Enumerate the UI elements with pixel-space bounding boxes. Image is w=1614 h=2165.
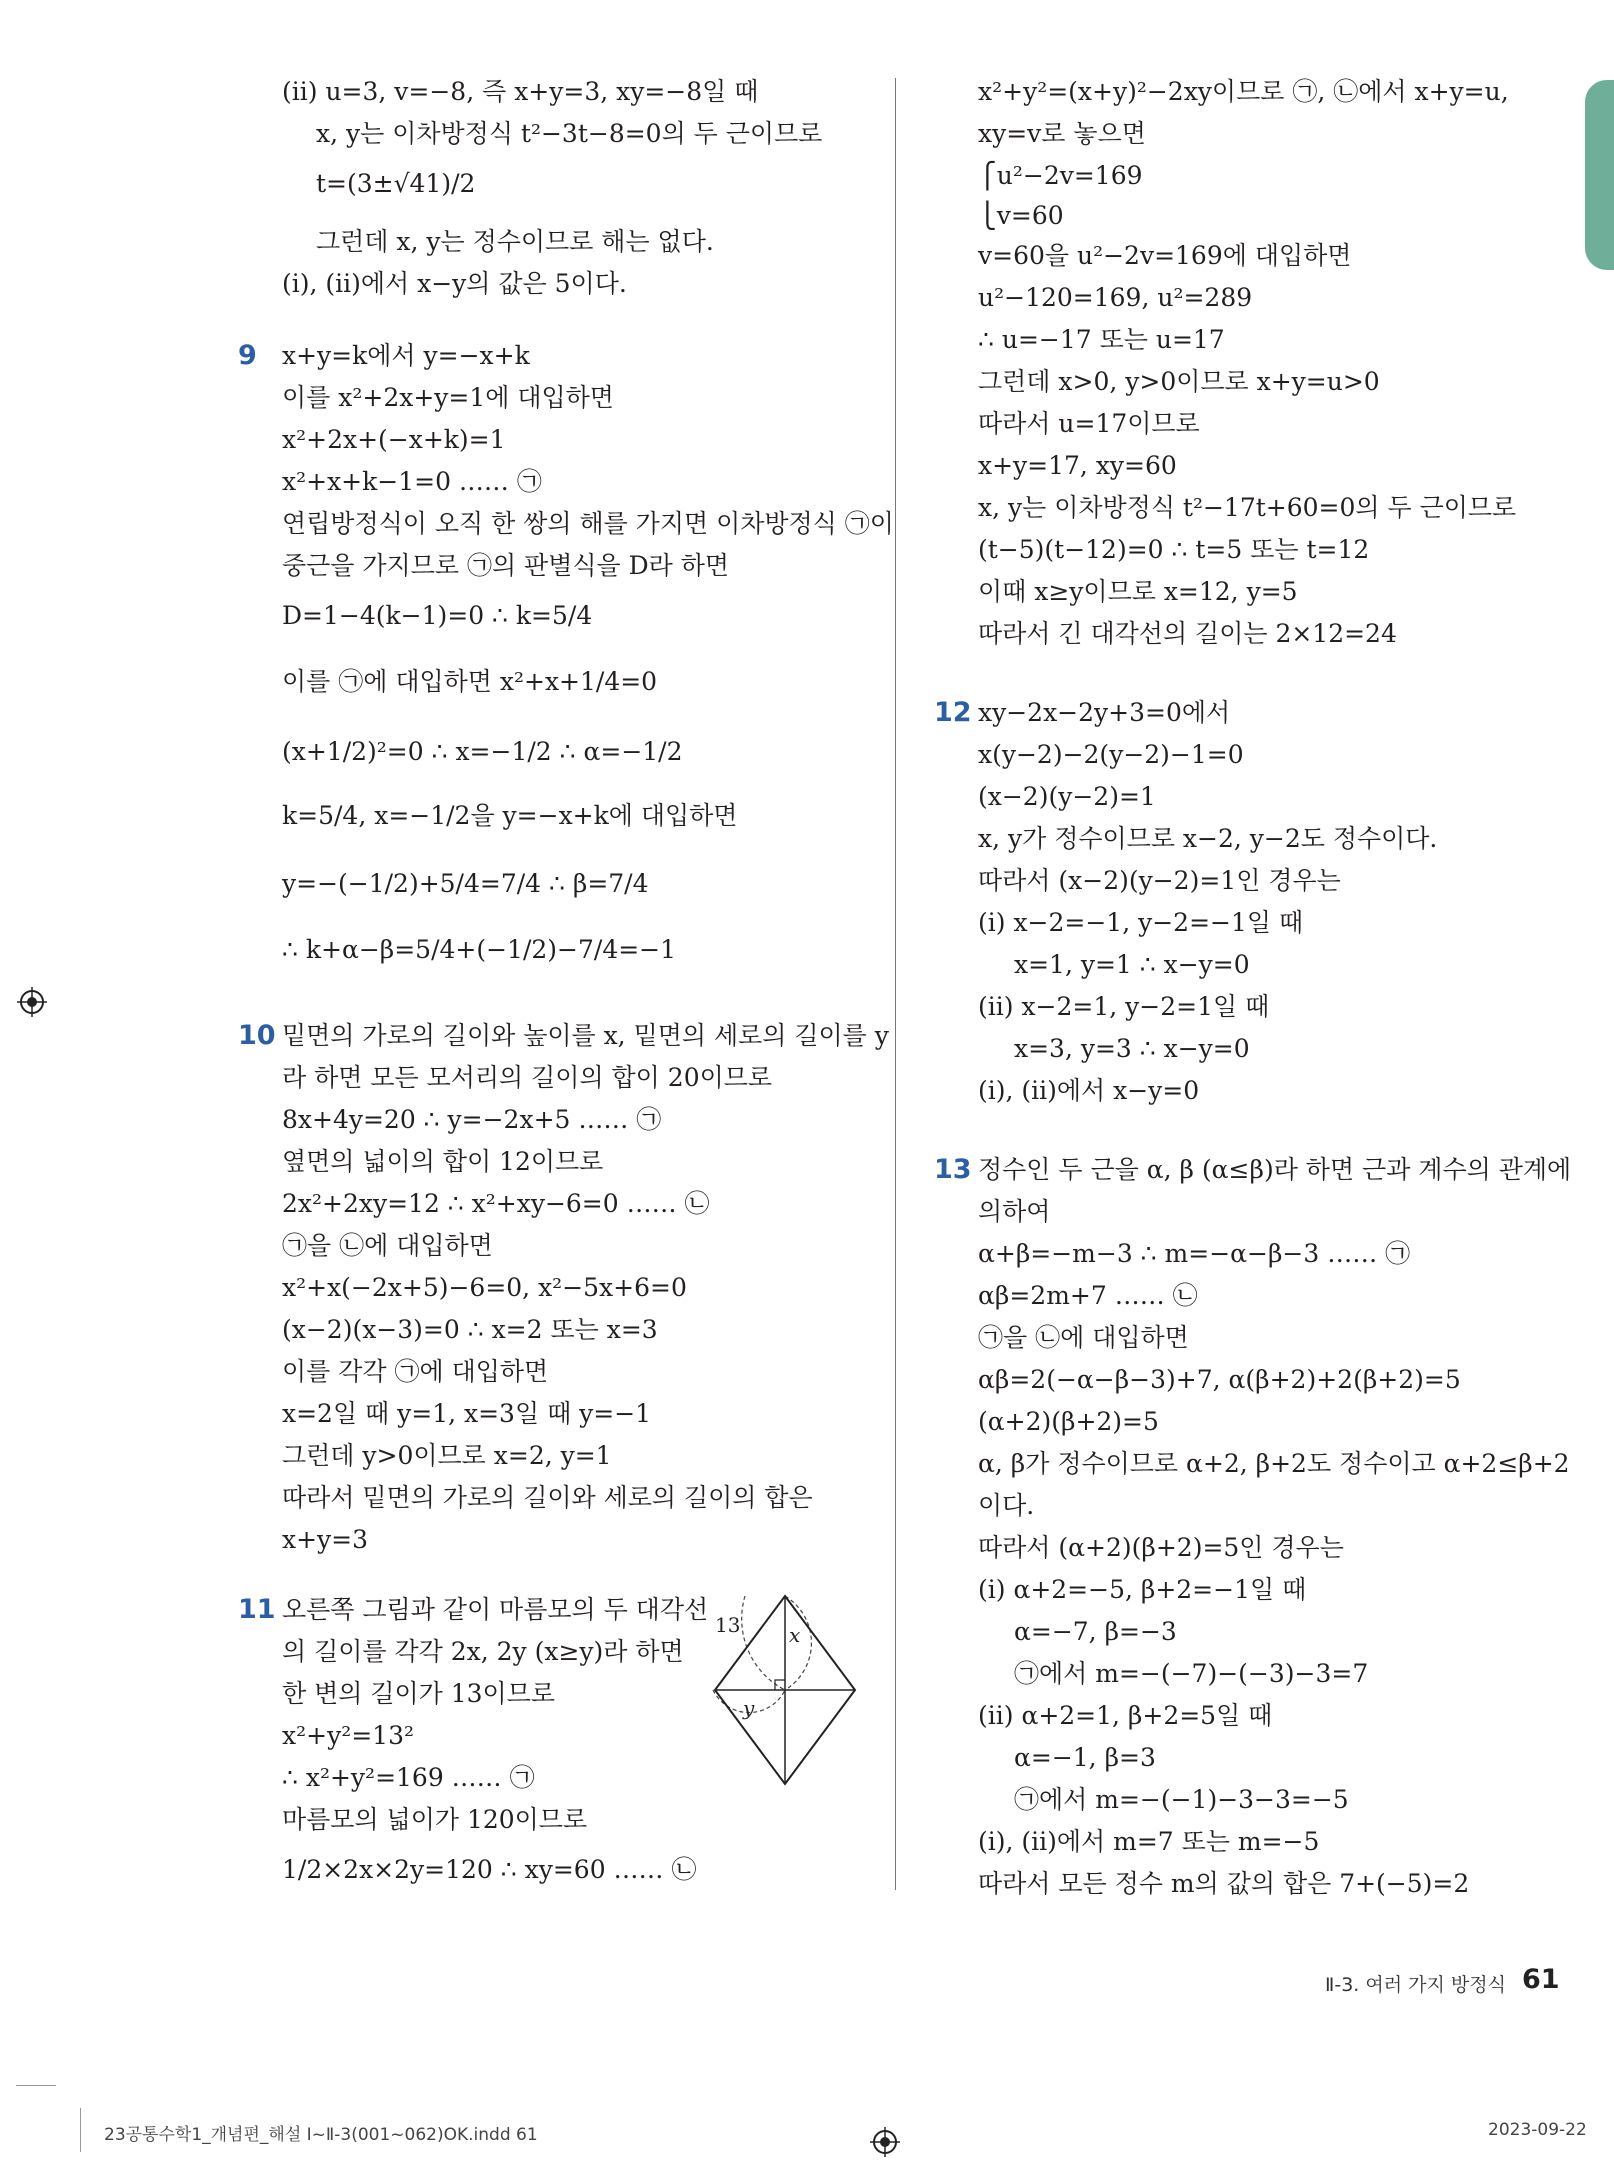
solution-line: 그런데 x, y는 정수이므로 해는 없다.	[316, 227, 714, 256]
solution-line: 따라서 밑면의 가로의 길이와 세로의 길이의 합은	[282, 1483, 813, 1512]
solution-line: 따라서 u=17이므로	[978, 409, 1200, 438]
solution-line: ㉠을 ㉡에 대입하면	[978, 1323, 1189, 1352]
solution-line: (x−2)(x−3)=0 ∴ x=2 또는 x=3	[282, 1315, 658, 1344]
solution-line: 2x²+2xy=12 ∴ x²+xy−6=0 …… ㉡	[282, 1189, 710, 1218]
solution-line: 의하여	[978, 1197, 1051, 1226]
solution-line: 따라서 긴 대각선의 길이는 2×12=24	[978, 619, 1397, 648]
solution-line: x²+y²=13²	[282, 1721, 414, 1750]
solution-line: D=1−4(k−1)=0 ∴ k=5/4	[282, 601, 593, 630]
half-diagonal-x-label: x	[789, 1623, 801, 1647]
solution-line: 연립방정식이 오직 한 쌍의 해를 가지면 이차방정식 ㉠이	[282, 509, 894, 538]
arc-side-indicator	[742, 1596, 785, 1690]
solution-line: x, y는 이차방정식 t²−3t−8=0의 두 근이므로	[316, 119, 823, 148]
print-date: 2023-09-22	[1488, 2120, 1587, 2140]
solution-line: (x+1/2)²=0 ∴ x=−1/2 ∴ α=−1/2	[282, 737, 683, 766]
solution-line: u²−120=169, u²=289	[978, 283, 1253, 312]
solution-line: 옆면의 넓이의 합이 12이므로	[282, 1147, 604, 1176]
solution-line: 1/2×2x×2y=120 ∴ xy=60 …… ㉡	[282, 1855, 697, 1884]
registration-mark-icon	[17, 987, 47, 1017]
solution-line: xy−2x−2y+3=0에서	[978, 698, 1231, 727]
solution-line: (ⅱ) α+2=1, β+2=5일 때	[978, 1701, 1273, 1730]
running-footer-section: Ⅱ-3. 여러 가지 방정식	[1325, 1974, 1506, 1996]
solution-line: x²+2x+(−x+k)=1	[282, 425, 506, 454]
solution-line: x=1, y=1 ∴ x−y=0	[1014, 950, 1250, 979]
solution-line: x²+x+k−1=0 …… ㉠	[282, 467, 542, 496]
solution-line: (ⅰ), (ⅱ)에서 m=7 또는 m=−5	[978, 1827, 1320, 1856]
crop-mark-line	[16, 2085, 56, 2086]
solution-line: (ⅰ), (ⅱ)에서 x−y=0	[978, 1076, 1200, 1105]
solution-line: ㉠에서 m=−(−1)−3−3=−5	[1014, 1785, 1349, 1814]
solution-line: x+y=k에서 y=−x+k	[282, 341, 530, 370]
problem-number: 11	[238, 1594, 276, 1625]
solution-line: x²+x(−2x+5)−6=0, x²−5x+6=0	[282, 1273, 687, 1302]
solution-line: (x−2)(y−2)=1	[978, 782, 1156, 811]
solution-line: 의 길이를 각각 2x, 2y (x≥y)라 하면	[282, 1637, 684, 1666]
solution-line: (α+2)(β+2)=5	[978, 1407, 1159, 1436]
solution-line: αβ=2(−α−β−3)+7, α(β+2)+2(β+2)=5	[978, 1365, 1461, 1394]
side-length-label: 13	[715, 1613, 741, 1637]
slug-divider	[80, 2108, 81, 2152]
chapter-side-tab	[1585, 80, 1614, 270]
solution-line: x, y는 이차방정식 t²−17t+60=0의 두 근이므로	[978, 493, 1517, 522]
problem-number: 9	[238, 340, 257, 371]
solution-line: αβ=2m+7 …… ㉡	[978, 1281, 1198, 1310]
solution-line: (ⅱ) u=3, v=−8, 즉 x+y=3, xy=−8일 때	[282, 77, 759, 106]
solution-line: y=−(−1/2)+5/4=7/4 ∴ β=7/4	[282, 869, 649, 898]
column-divider	[895, 78, 896, 1890]
solution-line: x(y−2)−2(y−2)−1=0	[978, 740, 1244, 769]
solution-line: ⎩v=60	[978, 201, 1064, 230]
print-filename: 23공통수학1_개념편_해설 Ⅰ~Ⅱ-3(001~062)OK.indd 61	[104, 2125, 538, 2145]
solution-line: x=3, y=3 ∴ x−y=0	[1014, 1034, 1250, 1063]
solution-line: k=5/4, x=−1/2을 y=−x+k에 대입하면	[282, 801, 738, 830]
solution-line: x=2일 때 y=1, x=3일 때 y=−1	[282, 1399, 652, 1428]
problem-number: 10	[238, 1020, 276, 1051]
solution-line: (ⅰ) α+2=−5, β+2=−1일 때	[978, 1575, 1307, 1604]
solution-line: α, β가 정수이므로 α+2, β+2도 정수이고 α+2≤β+2	[978, 1449, 1570, 1478]
solution-line: α+β=−m−3 ∴ m=−α−β−3 …… ㉠	[978, 1239, 1411, 1268]
solution-line: (ⅰ) x−2=−1, y−2=−1일 때	[978, 908, 1304, 937]
solution-line: (ⅱ) x−2=1, y−2=1일 때	[978, 992, 1270, 1021]
solution-line: ㉠에서 m=−(−7)−(−3)−3=7	[1014, 1659, 1369, 1688]
solution-line: α=−1, β=3	[1014, 1743, 1156, 1772]
half-diagonal-y-label: y	[743, 1696, 755, 1720]
solution-line: 중근을 가지므로 ㉠의 판별식을 D라 하면	[282, 551, 730, 580]
rhombus-figure	[705, 1590, 865, 1790]
solution-line: 따라서 모든 정수 m의 값의 합은 7+(−5)=2	[978, 1869, 1470, 1898]
solution-line: ㉠을 ㉡에 대입하면	[282, 1231, 493, 1260]
solution-line: v=60을 u²−2v=169에 대입하면	[978, 241, 1352, 270]
solution-line: 밑면의 가로의 길이와 높이를 x, 밑면의 세로의 길이를 y	[282, 1021, 889, 1050]
solution-line: 그런데 x>0, y>0이므로 x+y=u>0	[978, 367, 1380, 396]
solution-line: x+y=17, xy=60	[978, 451, 1177, 480]
solution-line: 8x+4y=20 ∴ y=−2x+5 …… ㉠	[282, 1105, 662, 1134]
solution-line: 한 변의 길이가 13이므로	[282, 1679, 556, 1708]
solution-line: t=(3±√41)/2	[316, 169, 476, 198]
solution-line: x, y가 정수이므로 x−2, y−2도 정수이다.	[978, 824, 1438, 853]
solution-line: ∴ u=−17 또는 u=17	[978, 325, 1225, 354]
solution-line: ∴ x²+y²=169 …… ㉠	[282, 1763, 535, 1792]
solution-line: 마름모의 넓이가 120이므로	[282, 1805, 588, 1834]
solution-line: x+y=3	[282, 1525, 369, 1554]
solution-line: 따라서 (α+2)(β+2)=5인 경우는	[978, 1533, 1344, 1562]
problem-number: 13	[934, 1154, 972, 1185]
solution-line: xy=v로 놓으면	[978, 119, 1146, 148]
solution-line: ∴ k+α−β=5/4+(−1/2)−7/4=−1	[282, 935, 677, 964]
solution-line: 이를 x²+2x+y=1에 대입하면	[282, 383, 614, 412]
solution-line: (ⅰ), (ⅱ)에서 x−y의 값은 5이다.	[282, 269, 627, 298]
page-number: 61	[1522, 1964, 1560, 1995]
solution-line: x²+y²=(x+y)²−2xy이므로 ㉠, ㉡에서 x+y=u,	[978, 77, 1509, 106]
solution-line: 정수인 두 근을 α, β (α≤β)라 하면 근과 계수의 관계에	[978, 1155, 1572, 1184]
solution-line: (t−5)(t−12)=0 ∴ t=5 또는 t=12	[978, 535, 1370, 564]
solution-line: 이를 각각 ㉠에 대입하면	[282, 1357, 549, 1386]
solution-line: ⎧u²−2v=169	[978, 161, 1143, 190]
solution-line: 오른쪽 그림과 같이 마름모의 두 대각선	[282, 1595, 709, 1624]
solution-line: 라 하면 모든 모서리의 길이의 합이 20이므로	[282, 1063, 773, 1092]
registration-mark-icon	[870, 2127, 900, 2157]
solution-line: 그런데 y>0이므로 x=2, y=1	[282, 1441, 612, 1470]
problem-number: 12	[934, 697, 972, 728]
solution-line: 이때 x≥y이므로 x=12, y=5	[978, 577, 1298, 606]
solution-line: 따라서 (x−2)(y−2)=1인 경우는	[978, 866, 1341, 895]
solution-line: α=−7, β=−3	[1014, 1617, 1177, 1646]
solution-line: 이를 ㉠에 대입하면 x²+x+1/4=0	[282, 667, 658, 696]
solution-line: 이다.	[978, 1491, 1035, 1520]
